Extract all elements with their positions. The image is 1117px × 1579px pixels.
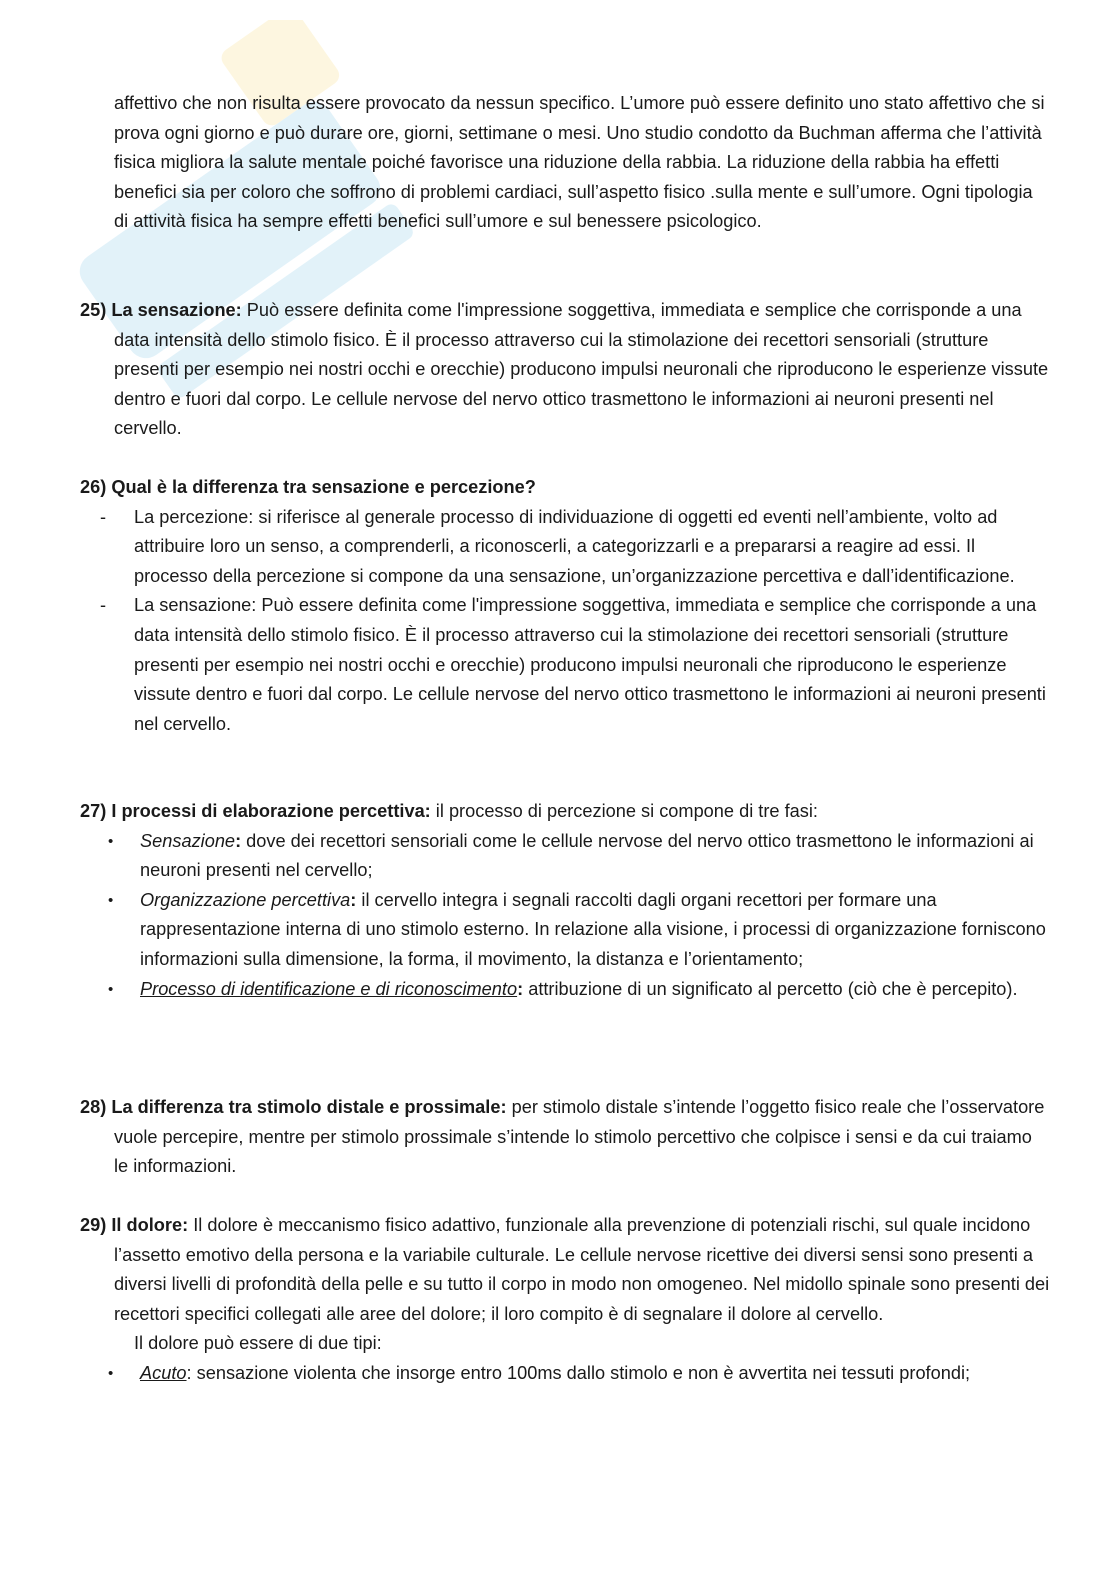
question-29-subline: Il dolore può essere di due tipi: xyxy=(134,1333,382,1354)
list-item-term: Sensazione xyxy=(140,830,236,851)
list-item-term: Processo di identificazione e di riconoscimento xyxy=(140,978,518,999)
list-item-term: Acuto xyxy=(140,1362,187,1383)
intro-paragraph: affettivo che non risulta essere provocato da nessun specifico. L’umore può essere definito uno stato affettivo che si prova ogni giorno e può durare ore, giorni, settimane o mesi. Uno studio condotto da Buchman afferma che l’attività fisica migliora la salute mentale poiché favorisce una riduzione della rabbia. La riduzione della rabbia ha effetti benefici sia per coloro che soffrono di problemi cardiaci, sull’aspetto fisico .sulla mente e sull’umore. Ogni tipologia di attività fisica ha sempre effetti benefici sull’umore e sul benessere psicologico. xyxy=(114,93,1045,232)
question-27-heading: 27) I processi di elaborazione percettiva: xyxy=(80,801,431,821)
question-29 xyxy=(80,1211,1050,1389)
list-item-text: La percezione: si riferisce al generale processo di individuazione di oggetti ed eventi nell’ambiente, volto ad attribuire loro un senso, a comprenderli, a riconoscerli, a categorizzarli e a prepararsi a reagire ad essi. Il processo della percezione si compone da una sensazione, un’organizzazione percettiva e dall’identificazione. xyxy=(134,506,1015,586)
question-29-text: Il dolore è meccanismo fisico adattivo, funzionale alla prevenzione di potenziali rischi, sul quale incidono l’assetto emotivo della persona e la variabile culturale. Le cellule nervose ricettive dei diversi sensi sono presenti a diversi livelli di profondità della pelle e su tutto il corpo in modo non omogeneo. Nel midollo spinale sono presenti dei recettori specifici collegati alle aree del dolore; il loro compito è di segnalare il dolore al cervello. xyxy=(114,1215,1050,1324)
question-27 xyxy=(80,797,1050,1004)
bullet-marker: • xyxy=(108,891,114,909)
list-item: • Sensazione: dove dei recettori sensoriali come le cellule nervose del nervo ottico trasmettono le informazioni ai neuroni presenti nel cervello; xyxy=(80,827,1050,886)
question-29-list xyxy=(80,1359,1050,1389)
question-25-text: Può essere definita come l'impressione soggettiva, immediata e semplice che corrisponde a una data intensità dello stimolo fisico. È il processo attraverso cui la stimolazione dei recettori sensoriali (strutture presenti per esempio nei nostri occhi e orecchie) producono impulsi neuronali che riproducono le esperienze vissute dentro e fuori dal corpo. Le cellule nervose del nervo ottico trasmettono le informazioni ai neuroni presenti nel cervello. xyxy=(114,300,1049,439)
dash-marker: - xyxy=(100,595,107,616)
question-28-text: per stimolo distale s’intende l’oggetto fisico reale che l’osservatore vuole percepire, mentre per stimolo prossimale s’intende lo stimolo percettivo che colpisce i sensi e da cui traiamo le informazioni. xyxy=(114,1097,1045,1177)
question-27-list xyxy=(80,827,1050,1005)
list-item: • Organizzazione percettiva: il cervello integra i segnali raccolti dagli organi recettori per formare una rappresentazione interna di uno stimolo esterno. In relazione alla visione, i processi di organizzazione forniscono informazioni sulla dimensione, la forma, il movimento, la distanza e l’orientamento; xyxy=(80,886,1050,975)
list-item-text: attribuzione di un significato al percetto (ciò che è percepito). xyxy=(523,978,1018,999)
list-item-text: il cervello integra i segnali raccolti dagli organi recettori per formare una rappresentazione interna di uno stimolo esterno. In relazione alla visione, i processi di organizzazione forniscono informazioni sulla dimensione, la forma, il movimento, la distanza e l’orientamento; xyxy=(140,889,1046,969)
list-item xyxy=(80,591,1050,739)
question-29-heading: 29) Il dolore: xyxy=(80,1215,189,1235)
list-item: • Acuto: sensazione violenta che insorge entro 100ms dallo stimolo e non è avvertita nei tessuti profondi; xyxy=(80,1359,1050,1389)
list-item-text: sensazione violenta che insorge entro 100ms dallo stimolo e non è avvertita nei tessuti profondi; xyxy=(191,1362,971,1383)
question-28 xyxy=(80,1093,1050,1182)
list-item-text: dove dei recettori sensoriali come le cellule nervose del nervo ottico trasmettono le informazioni ai neuroni presenti nel cervello; xyxy=(140,830,1034,881)
list-item xyxy=(80,503,1050,592)
list-item-term: Organizzazione percettiva xyxy=(140,889,351,910)
bullet-marker: • xyxy=(108,1364,114,1382)
question-25 xyxy=(80,296,1050,444)
bullet-marker: • xyxy=(108,832,114,850)
question-26 xyxy=(80,473,1050,739)
question-26-list xyxy=(80,503,1050,740)
question-27-text: il processo di percezione si compone di tre fasi: xyxy=(430,801,818,821)
question-26-heading: 26) Qual è la differenza tra sensazione e percezione? xyxy=(80,477,536,497)
bullet-marker: • xyxy=(108,980,114,998)
list-item: • Processo di identificazione e di riconoscimento: attribuzione di un significato al percetto (ciò che è percepito). xyxy=(80,975,1050,1005)
question-28-heading: 28) La differenza tra stimolo distale e prossimale: xyxy=(80,1097,507,1117)
question-25-heading: 25) La sensazione: xyxy=(80,300,242,320)
list-item-text: La sensazione: Può essere definita come l'impressione soggettiva, immediata e semplice che corrisponde a una data intensità dello stimolo fisico. È il processo attraverso cui la stimolazione dei recettori sensoriali (strutture presenti per esempio nei nostri occhi e orecchie) producono impulsi neuronali che riproducono le esperienze vissute dentro e fuori dal corpo. Le cellule nervose del nervo ottico trasmettono le informazioni ai neuroni presenti nel cervello. xyxy=(134,595,1046,734)
dash-marker: - xyxy=(100,506,107,527)
